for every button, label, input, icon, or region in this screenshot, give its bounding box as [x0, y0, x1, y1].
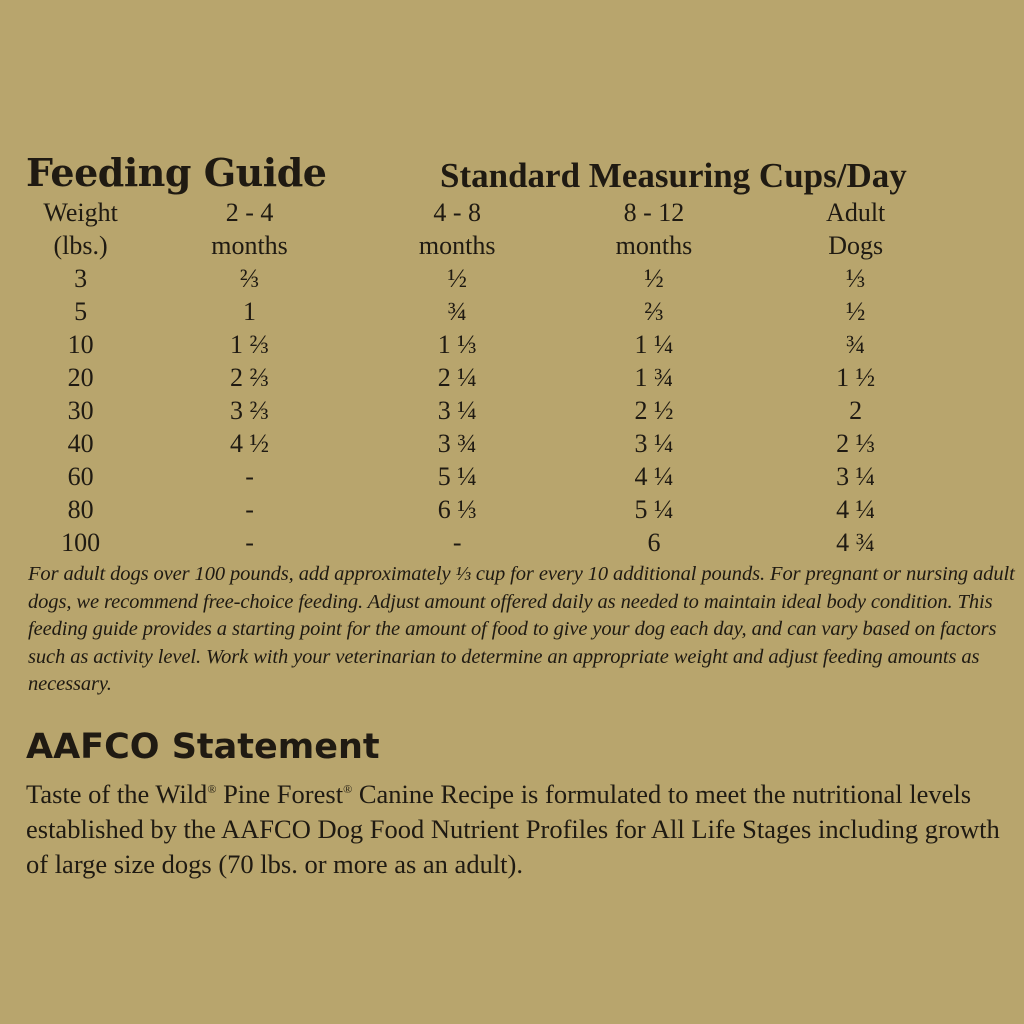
amount-cell: ½: [644, 264, 664, 293]
amount-cell: 2 ⅔: [230, 363, 270, 392]
amount-cell: 1 ⅓: [437, 330, 477, 359]
header-adult: Adult: [826, 198, 886, 227]
feeding-table: [20, 196, 960, 559]
amount-cell: 6 ⅓: [437, 495, 477, 524]
weight-cell: 3: [74, 264, 88, 293]
amount-cell: 3 ¼: [634, 429, 674, 458]
header-4-8: 4 - 8: [433, 198, 482, 227]
amount-cell: 4 ¼: [836, 495, 876, 524]
registered-mark: ®: [207, 782, 217, 796]
table-row: [20, 361, 960, 394]
header-weight-unit: (lbs.): [53, 231, 108, 260]
weight-cell: 5: [74, 297, 88, 326]
amount-cell: 4 ½: [230, 429, 270, 458]
weight-cell: 30: [67, 396, 94, 425]
table-row: [20, 328, 960, 361]
amount-cell: ¾: [447, 297, 467, 326]
table-header-row: [20, 229, 960, 262]
amount-cell: 4 ¾: [836, 528, 876, 557]
amount-cell: ½: [845, 297, 866, 326]
weight-cell: 60: [67, 462, 94, 491]
header-2-4: 2 - 4: [225, 198, 274, 227]
weight-cell: 100: [61, 528, 101, 557]
amount-cell: 1: [243, 297, 257, 326]
amount-cell: -: [245, 528, 254, 557]
amount-cell: 1 ¼: [634, 330, 674, 359]
feeding-note: For adult dogs over 100 pounds, add approximately ⅓ cup for every 10 additional pounds. For pregnant or nursing adult dogs, we recommend free-choice feeding. Adjust amount offered daily as needed to maintain ideal body condition. This feeding guide provides a starting point for the amount of food to give your dog each day, and can vary based on factors such as activity level. Work with your veterinarian to determine an appropriate weight and adjust feeding amounts as necessary.: [28, 563, 1015, 695]
table-row: [20, 526, 960, 559]
table-row: [20, 493, 960, 526]
amount-cell: 3 ⅔: [230, 396, 270, 425]
aafco-statement-text: Canine Recipe is formulated to meet the nutritional levels established by the AAFCO Dog Food Nutrient Profiles for All Life Stages including growth of large size dogs (70 lbs. or more as an adult).: [26, 779, 1000, 879]
amount-cell: 3 ¾: [437, 429, 477, 458]
amount-cell: 2: [849, 396, 863, 425]
amount-cell: ½: [447, 264, 467, 293]
amount-cell: 1 ¾: [634, 363, 674, 392]
amount-cell: -: [452, 528, 462, 557]
table-header-row: [20, 196, 960, 229]
table-row: [20, 295, 960, 328]
product-name: Pine Forest: [216, 779, 344, 809]
amount-cell: 1 ½: [836, 363, 876, 392]
amount-cell: -: [245, 462, 254, 491]
amount-cell: 6: [647, 528, 661, 557]
amount-cell: 2 ½: [634, 396, 674, 425]
header-months: months: [615, 231, 693, 260]
table-row: [20, 394, 960, 427]
aafco-statement-title: AAFCO Statement: [26, 727, 380, 767]
weight-cell: 40: [67, 429, 94, 458]
feeding-guide-title: Feeding Guide: [26, 150, 327, 195]
table-row: [20, 262, 960, 295]
weight-cell: 10: [67, 330, 94, 359]
registered-mark: ®: [343, 782, 353, 796]
amount-cell: ¾: [845, 330, 866, 359]
header-dogs: Dogs: [828, 231, 884, 260]
amount-cell: 2 ⅓: [836, 429, 876, 458]
amount-cell: 5 ¼: [634, 495, 674, 524]
amount-cell: 4 ¼: [634, 462, 674, 491]
header-months: months: [211, 231, 288, 260]
amount-cell: 5 ¼: [437, 462, 477, 491]
amount-cell: 3 ¼: [437, 396, 477, 425]
amount-cell: ⅓: [845, 264, 866, 293]
amount-cell: 1 ⅔: [230, 330, 270, 359]
amount-cell: 3 ¼: [836, 462, 876, 491]
amount-cell: -: [245, 495, 254, 524]
amount-cell: ⅔: [239, 264, 260, 293]
weight-cell: 80: [67, 495, 94, 524]
brand-name: Taste of the Wild: [26, 779, 208, 809]
amount-cell: ⅔: [644, 297, 664, 326]
weight-cell: 20: [67, 363, 94, 392]
header-8-12: 8 - 12: [623, 198, 685, 227]
measuring-cups-subtitle: Standard Measuring Cups/Day: [440, 156, 907, 195]
amount-cell: 2 ¼: [437, 363, 477, 392]
header-weight: Weight: [43, 198, 118, 227]
table-row: [20, 460, 960, 493]
table-row: [20, 427, 960, 460]
header-months: months: [418, 231, 496, 260]
aafco-statement-body: [26, 772, 1016, 882]
